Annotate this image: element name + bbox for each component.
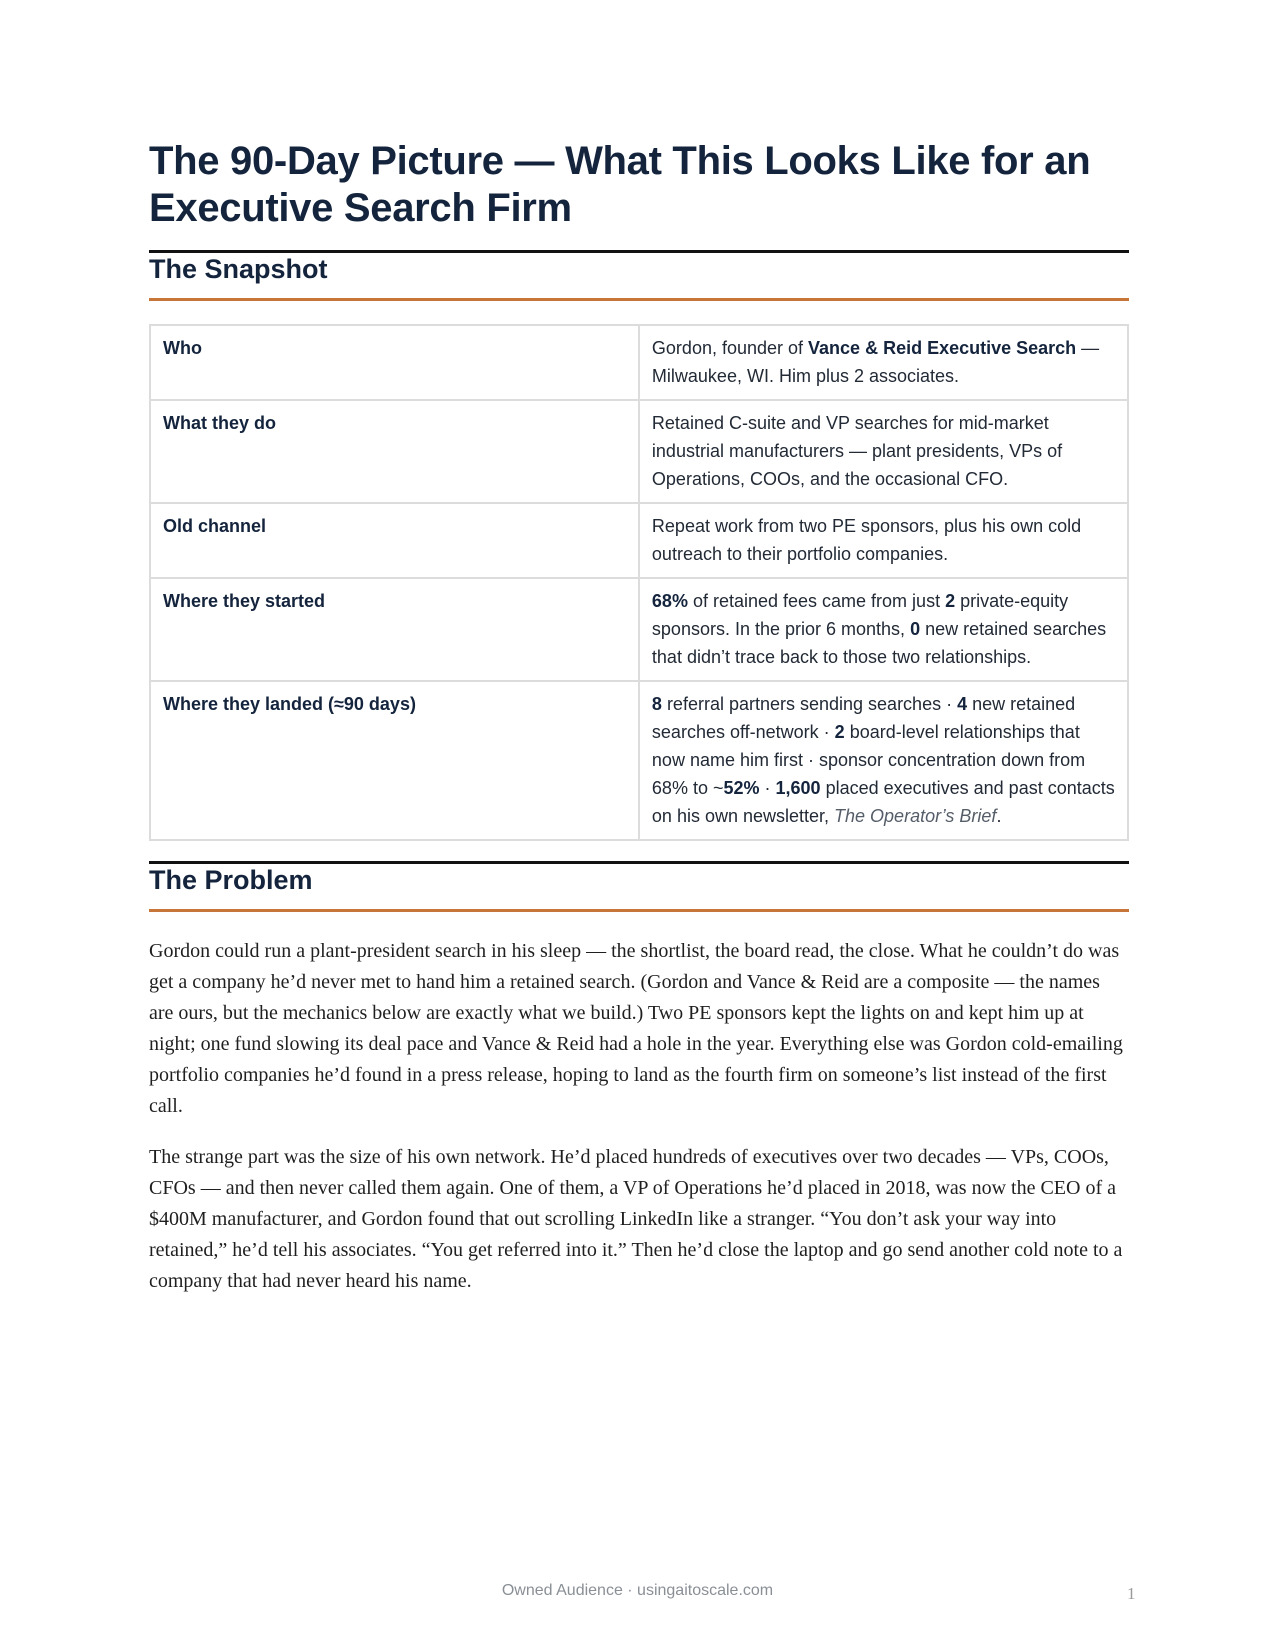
emphasis-text: 1,600 — [775, 778, 821, 798]
problem-paragraph: Gordon could run a plant-president search in his sleep — the shortlist, the board read, the close. What he couldn’t do was get a company he’d never met to hand him a retained search. (Gordon and Vance & Reid are a composite — the names are ours, but the mechanics below are exactly what we build.) Two PE sponsors kept the lights on and kept him up at night; one fund slowing its deal pace and Vance & Reid had a hole in the year. Everything else was Gordon cold-emailing portfolio companies he’d found in a press release, hoping to land as the fourth firm on someone’s list instead of the first call. — [149, 940, 1123, 1117]
table-row — [150, 325, 1128, 400]
text-run: . — [996, 806, 1002, 826]
page-title: The 90-Day Picture — What This Looks Like for an Executive Search Firm — [149, 139, 1091, 230]
page-number: 1 — [1127, 1584, 1136, 1603]
text-run: Retained C-suite and VP searches for mid-market industrial manufacturers — plant presidents, VPs of Operations, COOs, and the occasional CFO. — [651, 413, 1063, 489]
snapshot-heading-rule — [149, 298, 1129, 301]
row-key: Old channel — [150, 503, 639, 578]
page-footer: Owned Audience · usingaitoscale.com — [501, 1582, 774, 1599]
row-value — [639, 681, 1128, 840]
text-run: placed executives and past contacts on his own newsletter, — [651, 778, 1115, 826]
emphasis-text: 68% — [651, 591, 688, 611]
row-key: Where they landed (≈90 days) — [150, 681, 639, 840]
table-row — [150, 503, 1128, 578]
snapshot-table — [149, 324, 1129, 841]
emphasis-text: 2 — [834, 722, 845, 742]
document-page — [149, 138, 1129, 1297]
text-run: Repeat work from two PE sponsors, plus his own cold outreach to their portfolio companies. — [651, 516, 1082, 564]
text-run: · — [759, 778, 776, 798]
emphasis-text: 2 — [945, 591, 956, 611]
problem-heading: The Problem — [149, 865, 313, 895]
emphasis-text: 52% — [723, 778, 760, 798]
problem-paragraph: The strange part was the size of his own network. He’d placed hundreds of executives over two decades — VPs, COOs, CFOs — and then never called them again. One of them, a VP of Operations he’d placed in 2018, was now the CEO of a $400M manufacturer, and Gordon found that out scrolling LinkedIn like a stranger. “You don’t ask your way into retained,” he’d tell his associates. “You get referred into it.” Then he’d close the laptop and go send another cold note to a company that had never heard his name. — [149, 1146, 1123, 1292]
row-key: Who — [150, 325, 639, 400]
row-value — [639, 400, 1128, 503]
text-run: new retained searches off-network · — [651, 694, 1076, 742]
italic-text: The Operator’s Brief — [834, 806, 997, 826]
problem-heading-rule — [149, 909, 1129, 912]
text-run: of retained fees came from just — [687, 591, 946, 611]
emphasis-text: 8 — [651, 694, 662, 714]
text-run: — Milwaukee, WI. Him plus 2 associates. — [651, 338, 1100, 386]
table-row — [150, 400, 1128, 503]
text-run: referral partners sending searches · — [661, 694, 958, 714]
emphasis-text: 4 — [957, 694, 968, 714]
text-run: Gordon, founder of — [651, 338, 809, 358]
snapshot-heading: The Snapshot — [149, 254, 328, 284]
row-key: What they do — [150, 400, 639, 503]
table-row — [150, 578, 1128, 681]
text-run: private-equity sponsors. In the prior 6 months, — [651, 591, 1069, 639]
row-value — [639, 578, 1128, 681]
emphasis-text: 0 — [910, 619, 921, 639]
row-value — [639, 325, 1128, 400]
row-key: Where they started — [150, 578, 639, 681]
text-run: board-level relationships that now name him first · sponsor concentration down from 68% to ~ — [651, 722, 1086, 798]
table-row — [150, 681, 1128, 840]
text-run: new retained searches that didn’t trace back to those two relationships. — [651, 619, 1107, 667]
emphasis-text: Vance & Reid Executive Search — [808, 338, 1077, 358]
row-value — [639, 503, 1128, 578]
